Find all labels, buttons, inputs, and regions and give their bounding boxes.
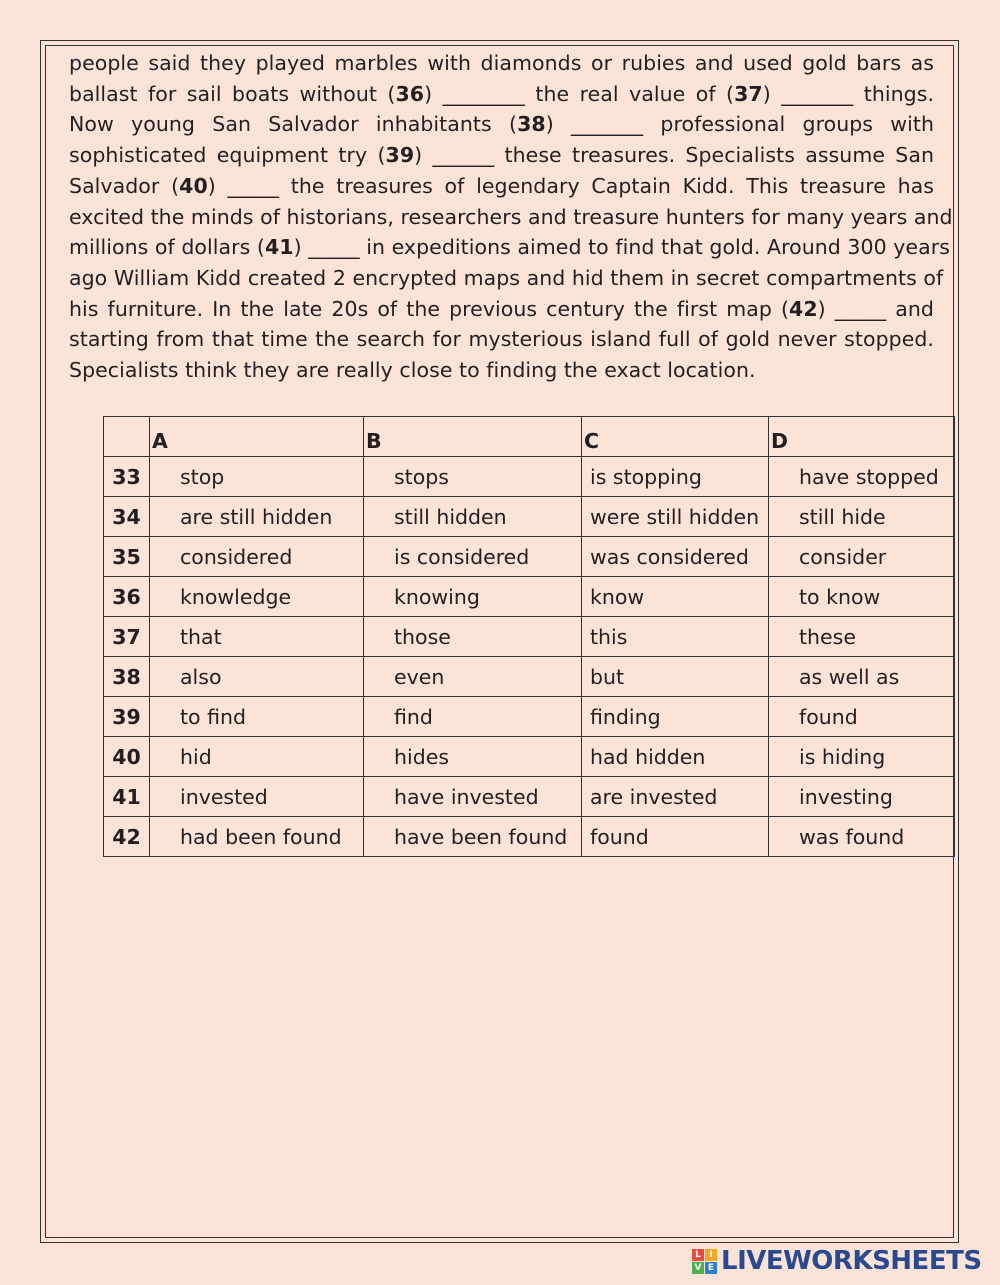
- logo-icon-tile: E: [705, 1262, 717, 1274]
- option-b: find: [364, 697, 582, 737]
- option-a: knowledge: [150, 577, 364, 617]
- option-a: to find: [150, 697, 364, 737]
- passage-line: [69, 140, 934, 171]
- passage-text: ) _____ the treasures of legendary Captain Kidd. This treasure has: [207, 173, 935, 198]
- option-a: invested: [150, 777, 364, 817]
- table-row: [104, 737, 955, 777]
- option-c: are invested: [582, 777, 769, 817]
- option-a: also: [150, 657, 364, 697]
- option-d: to know: [769, 577, 955, 617]
- question-number: 40: [104, 737, 150, 777]
- passage-line: [69, 109, 934, 140]
- table-row: [104, 697, 955, 737]
- question-number: 41: [104, 777, 150, 817]
- gap-number: 40: [179, 173, 208, 198]
- logo-icon-tile: V: [692, 1262, 704, 1274]
- question-number: 39: [104, 697, 150, 737]
- option-a: considered: [150, 537, 364, 577]
- table-row: [104, 577, 955, 617]
- passage-text: starting from that time the search for mysterious island full of gold never stopped.: [69, 327, 934, 352]
- passage-line: [69, 294, 934, 325]
- option-a: are still hidden: [150, 497, 364, 537]
- option-b: stops: [364, 457, 582, 497]
- question-number: 36: [104, 577, 150, 617]
- question-number: 38: [104, 657, 150, 697]
- option-b: have been found: [364, 817, 582, 857]
- logo-text: LIVEWORKSHEETS: [721, 1246, 982, 1276]
- reading-passage: [69, 48, 953, 386]
- option-c: were still hidden: [582, 497, 769, 537]
- header-num: [104, 417, 150, 457]
- passage-text: ) ________ the real value of (: [424, 81, 735, 106]
- option-b: knowing: [364, 577, 582, 617]
- option-a: stop: [150, 457, 364, 497]
- header-c: C: [582, 417, 769, 457]
- option-c: but: [582, 657, 769, 697]
- question-number: 33: [104, 457, 150, 497]
- passage-text: Specialists think they are really close to finding the exact location.: [69, 358, 756, 383]
- option-d: investing: [769, 777, 955, 817]
- question-number: 42: [104, 817, 150, 857]
- passage-line: [69, 232, 950, 263]
- passage-line: [69, 171, 934, 202]
- gap-number: 42: [789, 296, 818, 321]
- option-b: even: [364, 657, 582, 697]
- passage-text: sophisticated equipment try (: [69, 143, 386, 168]
- passage-line: [69, 79, 934, 110]
- option-a: had been found: [150, 817, 364, 857]
- passage-text: ) ______ these treasures. Specialists assume San: [414, 143, 934, 168]
- gap-number: 41: [264, 235, 294, 260]
- option-d: is hiding: [769, 737, 955, 777]
- question-number: 34: [104, 497, 150, 537]
- option-d: these: [769, 617, 955, 657]
- option-d: consider: [769, 537, 955, 577]
- option-d: still hide: [769, 497, 955, 537]
- passage-line: [69, 263, 944, 294]
- option-c: know: [582, 577, 769, 617]
- passage-text: ) _____ in expeditions aimed to find that gold. Around 300 years: [293, 235, 950, 260]
- option-b: have invested: [364, 777, 582, 817]
- option-b: hides: [364, 737, 582, 777]
- table-row: [104, 457, 955, 497]
- passage-text: Now young San Salvador inhabitants (: [69, 112, 518, 137]
- option-c: was considered: [582, 537, 769, 577]
- passage-line: [69, 48, 934, 79]
- passage-text: ) _______ professional groups with: [545, 112, 934, 137]
- passage-text: excited the minds of historians, researchers and treasure hunters for many years and: [69, 204, 953, 229]
- option-c: finding: [582, 697, 769, 737]
- option-a: that: [150, 617, 364, 657]
- option-c: had hidden: [582, 737, 769, 777]
- option-c: is stopping: [582, 457, 769, 497]
- passage-text: ballast for sail boats without (: [69, 81, 396, 106]
- passage-text: his furniture. In the late 20s of the previous century the first map (: [69, 296, 789, 321]
- option-d: found: [769, 697, 955, 737]
- logo-icon-tile: I: [705, 1249, 717, 1261]
- table-row: [104, 657, 955, 697]
- option-d: have stopped: [769, 457, 955, 497]
- gap-number: 39: [385, 143, 415, 168]
- liveworksheets-logo: [692, 1246, 982, 1276]
- passage-text: Salvador (: [69, 173, 180, 198]
- option-d: was found: [769, 817, 955, 857]
- gap-number: 37: [734, 81, 763, 106]
- passage-text: people said they played marbles with diamonds or rubies and used gold bars as: [69, 51, 934, 75]
- header-a: A: [150, 417, 364, 457]
- table-row: [104, 497, 955, 537]
- option-b: those: [364, 617, 582, 657]
- option-c: found: [582, 817, 769, 857]
- header-b: B: [364, 417, 582, 457]
- table-header-row: [104, 417, 955, 457]
- table-row: [104, 817, 955, 857]
- passage-line: [69, 324, 934, 355]
- passage-line: [69, 202, 953, 233]
- passage-text: ) _____ and: [817, 296, 934, 321]
- options-table: [103, 416, 955, 857]
- passage-text: millions of dollars (: [69, 235, 265, 260]
- passage-text: ago William Kidd created 2 encrypted maps and hid them in secret compartments of: [69, 265, 944, 290]
- liveworksheets-logo-icon: [692, 1249, 717, 1274]
- gap-number: 36: [395, 81, 425, 106]
- table-row: [104, 777, 955, 817]
- gap-number: 38: [517, 112, 546, 137]
- option-a: hid: [150, 737, 364, 777]
- passage-text: ) _______ things.: [762, 81, 935, 106]
- option-c: this: [582, 617, 769, 657]
- option-d: as well as: [769, 657, 955, 697]
- table-row: [104, 537, 955, 577]
- question-number: 37: [104, 617, 150, 657]
- logo-icon-tile: L: [692, 1249, 704, 1261]
- passage-line: [69, 355, 934, 386]
- table-row: [104, 617, 955, 657]
- question-number: 35: [104, 537, 150, 577]
- option-b: still hidden: [364, 497, 582, 537]
- option-b: is considered: [364, 537, 582, 577]
- header-d: D: [769, 417, 955, 457]
